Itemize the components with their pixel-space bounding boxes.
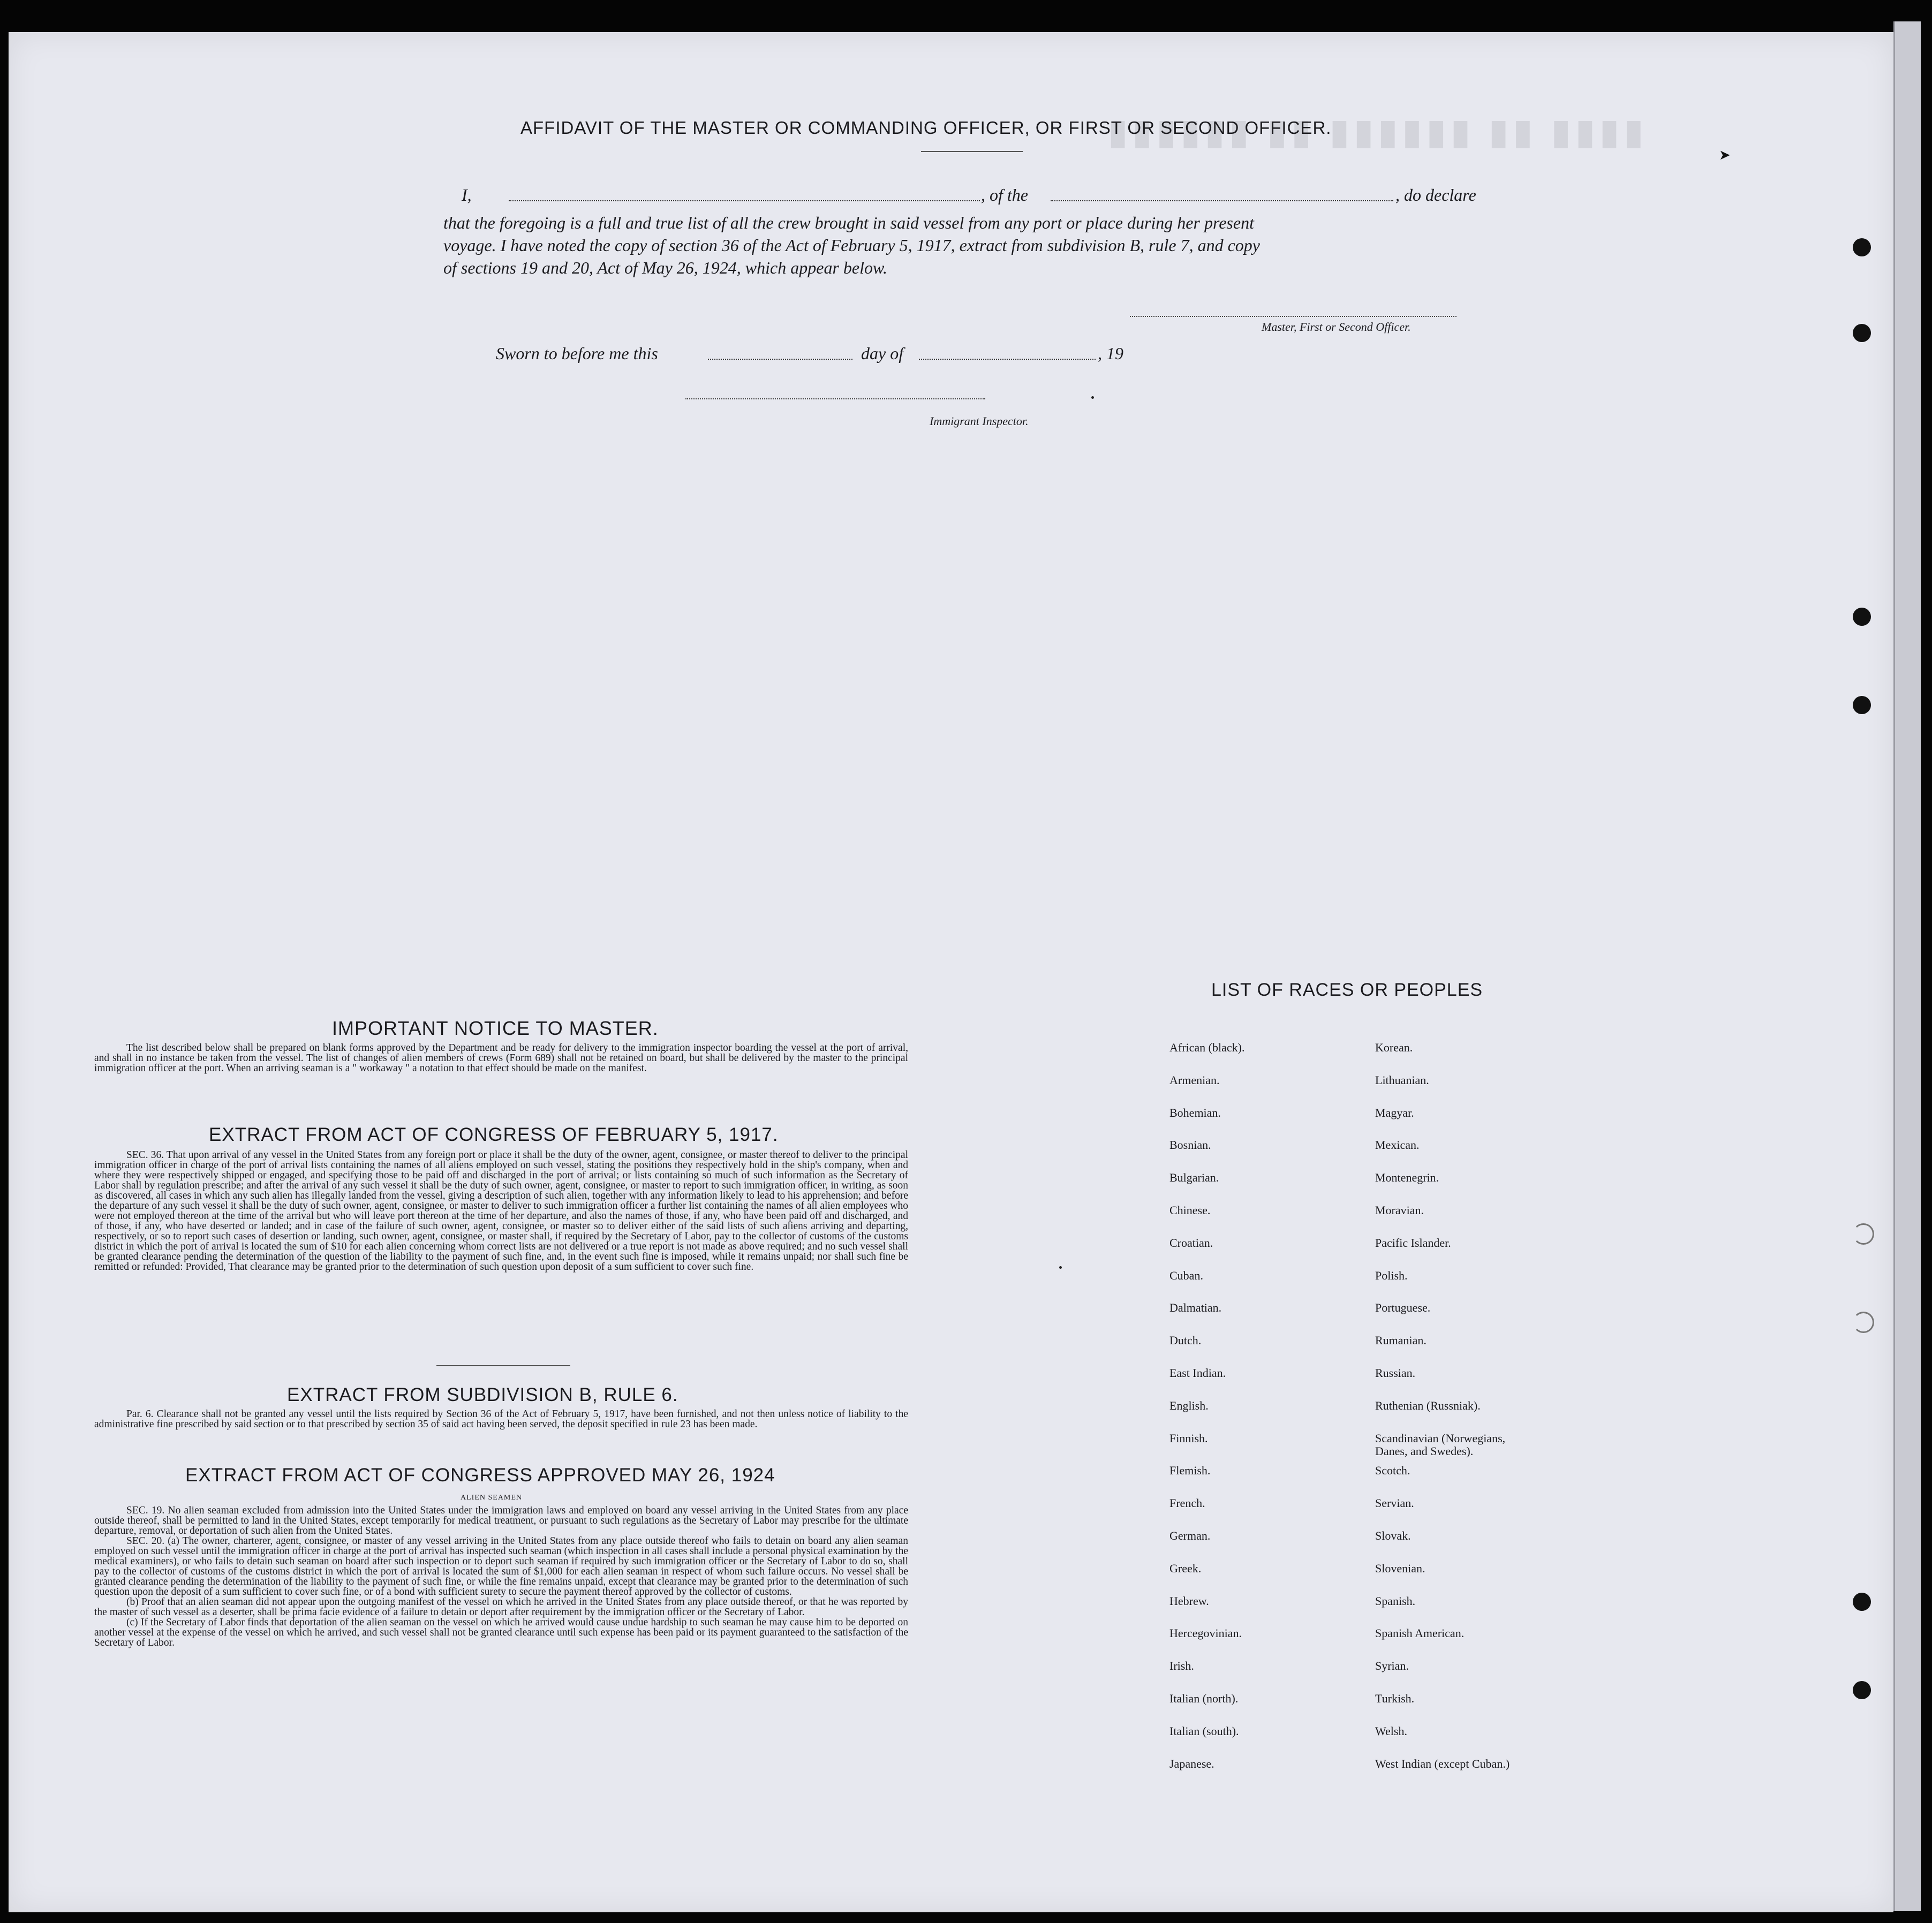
race-entry: Spanish American. bbox=[1375, 1626, 1465, 1640]
race-entry: Chinese. bbox=[1169, 1203, 1211, 1217]
bleed-through: ▮▮▮▮ ▮▮ ▮▮▮▮▮▮ ▮▮ ▮▮▮▮▮▮ bbox=[1103, 113, 1643, 151]
affidavit-line-2: that the foregoing is a full and true list of all the crew brought in said vessel from any port or place during her present bbox=[443, 213, 1254, 232]
race-entry: Slovenian. bbox=[1375, 1561, 1425, 1575]
race-entry: Croatian. bbox=[1169, 1236, 1213, 1250]
divider bbox=[436, 1365, 570, 1366]
affidavit-line-3: voyage. I have noted the copy of section 36 of the Act of February 5, 1917, extract from subdivision B, rule 7, and copy bbox=[443, 236, 1260, 255]
race-entry: Korean. bbox=[1375, 1041, 1413, 1054]
race-entry: Bulgarian. bbox=[1169, 1171, 1219, 1185]
sworn-day: day of bbox=[861, 344, 904, 363]
race-entry: Polish. bbox=[1375, 1268, 1408, 1282]
race-entry: East Indian. bbox=[1169, 1366, 1226, 1380]
name-blank bbox=[509, 200, 980, 201]
race-entry: English. bbox=[1169, 1398, 1209, 1412]
race-entry: Rumanian. bbox=[1375, 1334, 1427, 1347]
race-entry: Japanese. bbox=[1169, 1757, 1214, 1770]
inspector-signature-line bbox=[685, 398, 985, 399]
sworn-text: Sworn to before me this bbox=[496, 344, 658, 363]
speck: ➤ bbox=[1719, 147, 1731, 163]
extract-1917-title: EXTRACT FROM ACT OF CONGRESS OF FEBRUARY 5, 1917. bbox=[209, 1124, 779, 1145]
extract-1924-title: EXTRACT FROM ACT OF CONGRESS APPROVED MAY 26, 1924 bbox=[185, 1465, 775, 1486]
race-entry: Lithuanian. bbox=[1375, 1073, 1429, 1087]
race-entry: Flemish. bbox=[1169, 1464, 1211, 1478]
race-entry: Irish. bbox=[1169, 1659, 1194, 1673]
speck bbox=[1091, 396, 1094, 399]
race-entry: Mexican. bbox=[1375, 1138, 1420, 1152]
race-entry: Italian (north). bbox=[1169, 1692, 1239, 1705]
punch-hole bbox=[1853, 1223, 1874, 1245]
punch-hole bbox=[1853, 1593, 1871, 1611]
subdivision-title: EXTRACT FROM SUBDIVISION B, RULE 6. bbox=[287, 1384, 678, 1405]
race-entry: German. bbox=[1169, 1529, 1211, 1542]
extract-1924-body bbox=[94, 1505, 908, 1648]
punch-hole bbox=[1853, 1681, 1871, 1699]
inspector-caption: Immigrant Inspector. bbox=[930, 414, 1029, 428]
affidavit-line-4: of sections 19 and 20, Act of May 26, 1924, which appear below. bbox=[443, 258, 887, 277]
officer-signature-line bbox=[1130, 316, 1456, 317]
race-entry: Spanish. bbox=[1375, 1594, 1416, 1608]
sec-20a: SEC. 20. (a) The owner, charterer, agent, consignee, or master of any vessel arriving in the United States from any place outside thereof who fails to detain on board any alien seaman employed on such vessel until the immigration officer in charge at the port of arrival has inspected such seaman (which inspection in all cases shall include a personal physical examination by the medical examiners), or who fails to detain such seaman on board after such inspection or to deport such seaman if required by such immigration officer or the Secretary of Labor to do so, shall pay to the collector of customs of the customs district in which the port of arrival is located the sum of $1,000 for each alien seaman in respect of whom such failure occurs. No vessel shall be granted clearance pending the determination of the liability to the payment of such fine, or while the fine remains unpaid, except that clearance may be granted prior to the determination of such question upon the deposit of a sum sufficient to cover such fine, or of a bond with sufficient surety to secure the payment thereof approved by the collector of customs. bbox=[94, 1535, 908, 1598]
race-entry: Greek. bbox=[1169, 1561, 1202, 1575]
race-entry: Magyar. bbox=[1375, 1106, 1414, 1119]
race-entry: Scotch. bbox=[1375, 1464, 1410, 1478]
alien-seamen-subtitle: ALIEN SEAMEN bbox=[461, 1494, 523, 1502]
punch-hole bbox=[1853, 1312, 1874, 1333]
subdivision-body: Par. 6. Clearance shall not be granted any vessel until the lists required by Section 36 of the Act of February 5, 1917, have been furnished, and not then unless notice of liability to the administrative fine prescribed by said section or to that prescribed by section 35 of said act having been served, the deposit specified in rule 23 has been made. bbox=[94, 1409, 908, 1430]
race-entry: Finnish. bbox=[1169, 1431, 1208, 1445]
race-entry: Russian. bbox=[1375, 1366, 1416, 1380]
race-entry: Dalmatian. bbox=[1169, 1301, 1222, 1315]
race-entry: Scandinavian (Norwegians, Danes, and Swedes). bbox=[1375, 1431, 1506, 1458]
race-entry: Bosnian. bbox=[1169, 1138, 1211, 1152]
sec-19: SEC. 19. No alien seaman excluded from admission into the United States under the immigration laws and employed on board any vessel arriving in the United States from any place outside thereof, shall be permitted to land in the United States, except temporarily for medical treatment, or pursuant to such regulations as the Secretary of Labor may prescribe for the ultimate departure, removal, or deportation of such alien from the United States. bbox=[94, 1505, 908, 1536]
race-entry: Hercegovinian. bbox=[1169, 1626, 1242, 1640]
race-entry: Syrian. bbox=[1375, 1659, 1409, 1673]
divider bbox=[921, 151, 1023, 152]
race-entry: Moravian. bbox=[1375, 1203, 1424, 1217]
affidavit-heading: AFFIDAVIT OF THE MASTER OR COMMANDING OFFICER, OR FIRST OR SECOND OFFICER. bbox=[520, 118, 1332, 138]
vessel-blank bbox=[1051, 200, 1393, 201]
sworn-month-blank bbox=[919, 359, 1096, 360]
punch-hole bbox=[1853, 608, 1871, 626]
speck bbox=[1059, 1266, 1062, 1269]
races-title: LIST OF RACES OR PEOPLES bbox=[1211, 980, 1483, 1000]
punch-hole bbox=[1853, 696, 1871, 714]
race-entry: French. bbox=[1169, 1496, 1205, 1510]
race-entry: Dutch. bbox=[1169, 1334, 1202, 1347]
sworn-day-blank-line bbox=[708, 359, 852, 360]
race-entry: Armenian. bbox=[1169, 1073, 1220, 1087]
race-entry: African (black). bbox=[1169, 1041, 1245, 1054]
notice-title: IMPORTANT NOTICE TO MASTER. bbox=[332, 1017, 659, 1039]
notice-body: The list described below shall be prepared on blank forms approved by the Department and be ready for delivery to the immigration inspector boarding the vessel at the port of arrival, and shall in no instance be taken from the vessel. The list of changes of alien members of crews (Form 689) shall not be retained on board, but shall be delivered by the master to the principal immigration officer at the port. When an arriving seaman is a " workaway " a notation to that effect should be made on the manifest. bbox=[94, 1042, 908, 1074]
page-edge bbox=[1893, 21, 1921, 1911]
race-entry: Italian (south). bbox=[1169, 1724, 1239, 1738]
affidavit-declare: , do declare bbox=[1395, 185, 1476, 205]
race-entry: Montenegrin. bbox=[1375, 1171, 1439, 1185]
race-entry: Hebrew. bbox=[1169, 1594, 1209, 1608]
race-entry: Turkish. bbox=[1375, 1692, 1415, 1705]
race-entry: Servian. bbox=[1375, 1496, 1414, 1510]
sworn-year: , 19 bbox=[1098, 344, 1123, 363]
race-entry: Pacific Islander. bbox=[1375, 1236, 1451, 1250]
sec-20b: (b) Proof that an alien seaman did not appear upon the outgoing manifest of the vessel on which he arrived in the United States from any place outside thereof, or that he was reported by the master of such vessel as a deserter, shall be prima facie evidence of a failure to detain or deport after requirement by the immigration officer or the Secretary of Labor. bbox=[94, 1596, 908, 1618]
extract-1917-body: SEC. 36. That upon arrival of any vessel in the United States from any foreign port or place it shall be the duty of the owner, agent, consignee, or master thereof to deliver to the principal immigration officer in charge of the port of arrival lists containing the names of all aliens employed on such vessel, stating the positions they respectively hold in the ship's company, when and where they were respectively shipped or engaged, and specifying those to be paid off and discharged in the port of arrival; or lists containing so much of such information as the Secretary of Labor shall by regulation prescribe; and after the arrival of any such vessel it shall be the duty of such owner, agent, consignee, or master to report to such immigration officer, in writing, as soon as discovered, all cases in which any such alien has illegally landed from the vessel, giving a description of such alien, together with any information likely to lead to his apprehension; and before the departure of any such vessel it shall be the duty of such owner, agent, consignee, or master to deliver to such immigration officer a further list containing the names of all alien employees who were not employed thereon at the time of the arrival but who will leave port thereon at the time of her departure, and also the names of those, if any, who have been paid off and discharged, and of those, if any, who have deserted or landed; and in case of the failure of such owner, agent, consignee, or master so to deliver either of the said lists of such aliens arriving and departing, respectively, or so to report such cases of desertion or landing, such owner, agent, consignee, or master shall, if required by the Secretary of Labor, pay to the collector of customs of the customs district in which the port of arrival is located the sum of $10 for each alien concerning whom correct lists are not delivered or a true report is not made as above required; and no such vessel shall be granted clearance pending the determination of the question of the liability to the payment of such fine, and, in the event such fine is imposed, while it remains unpaid; nor shall such fine be remitted or refunded: Provided, That clearance may be granted prior to the determination of such question upon deposit of a sum sufficient to cover such fine. bbox=[94, 1149, 908, 1273]
race-entry: West Indian (except Cuban.) bbox=[1375, 1757, 1510, 1770]
race-entry: Bohemian. bbox=[1169, 1106, 1221, 1119]
race-entry: Cuban. bbox=[1169, 1268, 1203, 1282]
race-entry: Welsh. bbox=[1375, 1724, 1407, 1738]
race-entry: Slovak. bbox=[1375, 1529, 1411, 1542]
race-entry: Portuguese. bbox=[1375, 1301, 1431, 1315]
punch-hole bbox=[1853, 238, 1871, 256]
race-entry: Ruthenian (Russniak). bbox=[1375, 1398, 1481, 1412]
affidavit-of-the: , of the bbox=[981, 185, 1028, 205]
sec-20c: (c) If the Secretary of Labor finds that deportation of the alien seaman on the vessel on which he arrived would cause undue hardship to such seaman he may cause him to be deported on another vessel at the expense of the vessel on which he arrived, and such vessel shall not be granted clearance until such expense has been paid or its payment guaranteed to the satisfaction of the Secretary of Labor. bbox=[94, 1617, 908, 1648]
affidavit-i: I, bbox=[462, 185, 472, 205]
officer-caption: Master, First or Second Officer. bbox=[1262, 320, 1411, 334]
punch-hole bbox=[1853, 324, 1871, 342]
